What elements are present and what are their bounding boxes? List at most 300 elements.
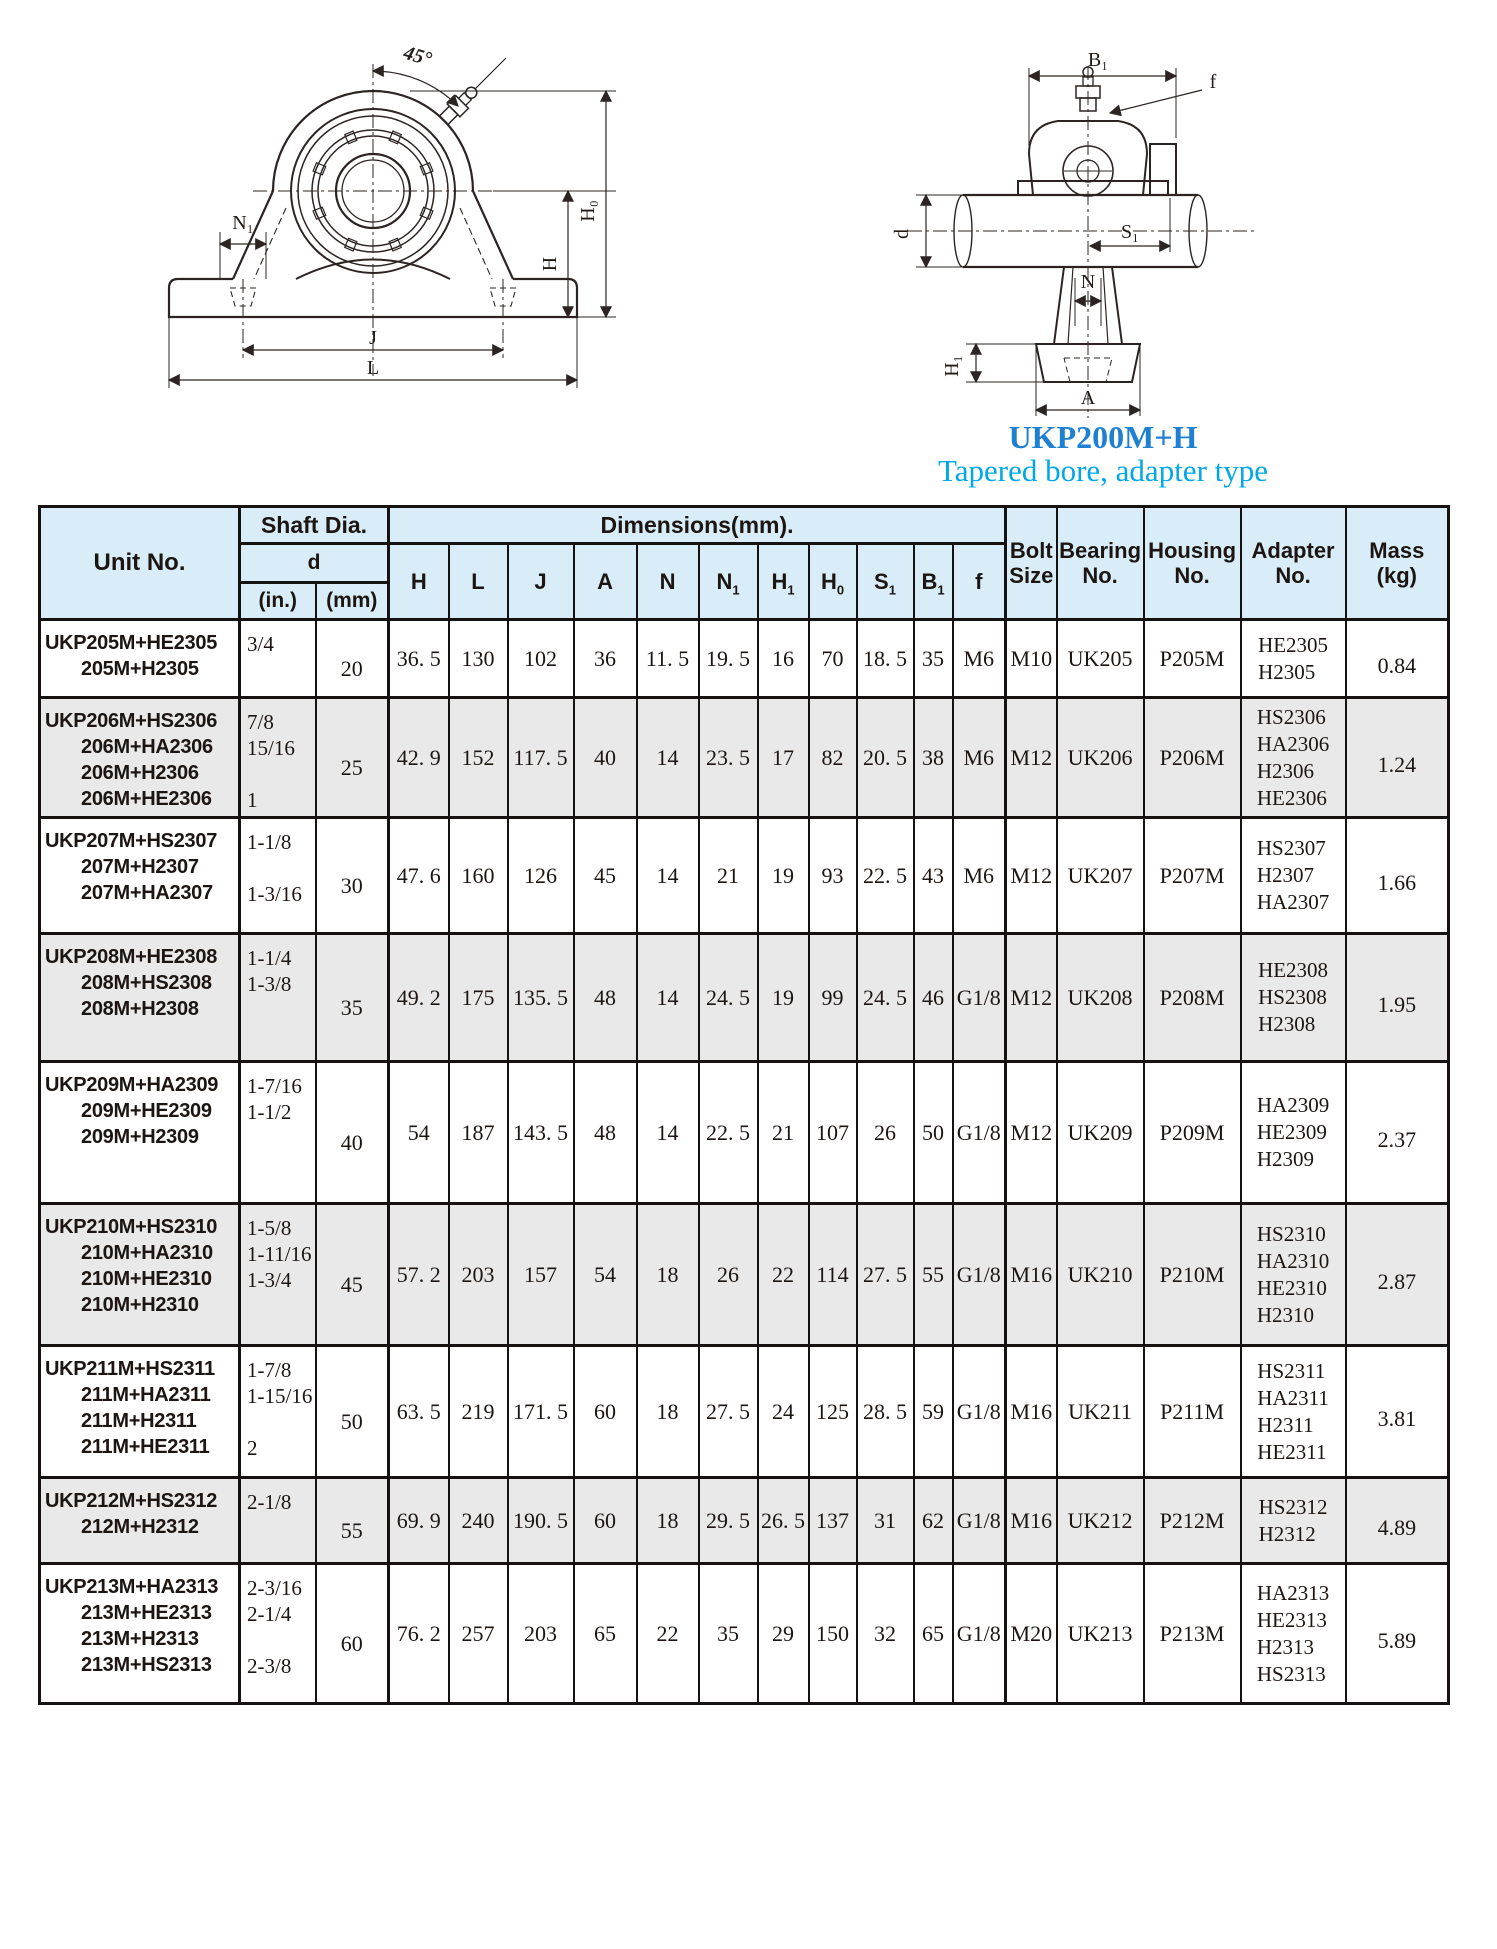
cell-mass: 1.66 xyxy=(1346,818,1449,934)
table-row xyxy=(40,620,1449,698)
col-header-mass-line: Mass xyxy=(1369,538,1425,563)
adapter-no-list xyxy=(1259,1494,1328,1548)
cell-j: 143. 5 xyxy=(508,1062,574,1204)
unit-no-line: UKP205M+HE2305 xyxy=(45,632,218,654)
adapter-no-list xyxy=(1258,632,1328,686)
col-header-s1-sub: 1 xyxy=(888,581,896,597)
col-header-shaft-dia: Shaft Dia. xyxy=(240,507,389,544)
adapter-no-line: HS2313 xyxy=(1256,1661,1326,1686)
cell-f: M6 xyxy=(953,818,1006,934)
cell-bolt-size: M16 xyxy=(1006,1204,1057,1346)
cell-h: 36. 5 xyxy=(389,620,449,698)
adapter-no-line: HE2308 xyxy=(1258,958,1329,982)
cell-housing-no: P211M xyxy=(1144,1346,1241,1478)
table-row xyxy=(40,1346,1449,1478)
cell-n1: 24. 5 xyxy=(699,934,758,1062)
cell-adapter-no xyxy=(1241,934,1346,1062)
unit-no-line: 212M+H2312 xyxy=(81,1516,199,1538)
shaft-inch-line: 1-3/16 xyxy=(247,882,302,906)
table-row xyxy=(40,818,1449,934)
cell-j: 102 xyxy=(508,620,574,698)
cell-h: 69. 9 xyxy=(389,1478,449,1564)
cell-n1: 27. 5 xyxy=(699,1346,758,1478)
cell-l: 187 xyxy=(449,1062,508,1204)
adapter-no-line: HE2306 xyxy=(1256,785,1327,810)
cell-s1: 22. 5 xyxy=(857,818,914,934)
unit-no-line: 211M+HE2311 xyxy=(81,1436,210,1458)
col-header-housing-no-line: Housing xyxy=(1148,538,1237,563)
cell-h0: 107 xyxy=(809,1062,857,1204)
col-header-h0-sub: 0 xyxy=(836,581,845,597)
cell-unit-no xyxy=(40,934,240,1062)
cell-h: 57. 2 xyxy=(389,1204,449,1346)
cell-h1: 16 xyxy=(758,620,809,698)
cell-h0: 137 xyxy=(809,1478,857,1564)
shaft-inch-line: 1-1/8 xyxy=(247,830,292,854)
cell-h: 49. 2 xyxy=(389,934,449,1062)
cell-a: 48 xyxy=(574,934,637,1062)
table-row xyxy=(40,1062,1449,1204)
unit-no-line: UKP206M+HS2306 xyxy=(45,710,218,732)
cell-adapter-no xyxy=(1241,620,1346,698)
side-section-drawing xyxy=(868,26,1338,426)
cell-shaft-inch xyxy=(240,620,316,698)
cell-h0: 82 xyxy=(809,698,857,818)
unit-no-line: 208M+HS2308 xyxy=(81,972,212,994)
col-header-f xyxy=(953,544,1006,620)
shaft-inch-line: 1-3/4 xyxy=(247,1268,292,1292)
cell-n1: 23. 5 xyxy=(699,698,758,818)
cell-b1: 35 xyxy=(914,620,953,698)
col-header-l xyxy=(449,544,508,620)
cell-f: G1/8 xyxy=(953,1062,1006,1204)
adapter-no-line: HS2310 xyxy=(1256,1221,1326,1246)
col-header-bearing-no-line: No. xyxy=(1082,563,1118,588)
cell-h1: 24 xyxy=(758,1346,809,1478)
col-header-l-base: L xyxy=(471,568,485,594)
cell-bolt-size: M12 xyxy=(1006,698,1057,818)
adapter-no-list xyxy=(1257,1358,1329,1466)
cell-n1: 22. 5 xyxy=(699,1062,758,1204)
cell-mass: 0.84 xyxy=(1346,620,1449,698)
cell-l: 160 xyxy=(449,818,508,934)
shaft-inch-line xyxy=(247,761,315,787)
cell-shaft-inch xyxy=(240,1478,316,1564)
unit-no-line: 210M+HA2310 xyxy=(81,1242,213,1264)
col-header-n1 xyxy=(699,544,758,620)
col-header-bolt-size xyxy=(1006,507,1057,620)
cell-j: 190. 5 xyxy=(508,1478,574,1564)
dim-l-label: L xyxy=(366,357,380,379)
cell-shaft-mm: 60 xyxy=(316,1564,389,1704)
cell-a: 65 xyxy=(574,1564,637,1704)
cell-bolt-size: M20 xyxy=(1006,1564,1057,1704)
cell-shaft-mm: 35 xyxy=(316,934,389,1062)
col-header-unit-no: Unit No. xyxy=(40,507,240,620)
col-header-a xyxy=(574,544,637,620)
table-row xyxy=(40,698,1449,818)
cell-shaft-inch xyxy=(240,818,316,934)
front-view-drawing xyxy=(148,26,628,401)
cell-l: 130 xyxy=(449,620,508,698)
cell-a: 60 xyxy=(574,1346,637,1478)
dim-n1-label: N₁ xyxy=(232,212,254,234)
cell-shaft-mm: 40 xyxy=(316,1062,389,1204)
caption-subtitle: Tapered bore, adapter type xyxy=(937,453,1269,488)
cell-mass: 2.37 xyxy=(1346,1062,1449,1204)
cell-a: 54 xyxy=(574,1204,637,1346)
cell-shaft-mm: 20 xyxy=(316,620,389,698)
cell-h: 54 xyxy=(389,1062,449,1204)
table-row xyxy=(40,1204,1449,1346)
adapter-no-line: H2305 xyxy=(1258,659,1316,684)
shaft-inch-line: 2-1/8 xyxy=(247,1490,292,1514)
unit-no-line: 211M+H2311 xyxy=(81,1410,197,1432)
col-header-mm: (mm) xyxy=(316,583,389,620)
cell-bearing-no: UK210 xyxy=(1057,1204,1144,1346)
cell-b1: 59 xyxy=(914,1346,953,1478)
adapter-no-line: H2310 xyxy=(1256,1302,1315,1327)
cell-l: 203 xyxy=(449,1204,508,1346)
cell-h: 76. 2 xyxy=(389,1564,449,1704)
cell-h0: 70 xyxy=(809,620,857,698)
cell-n: 14 xyxy=(637,1062,699,1204)
cell-s1: 24. 5 xyxy=(857,934,914,1062)
side-section-dimensions xyxy=(891,49,1217,416)
cell-shaft-inch xyxy=(240,934,316,1062)
col-header-b1-base: B xyxy=(921,568,938,594)
shaft-inch-line: 1-3/8 xyxy=(247,972,292,996)
cell-f: G1/8 xyxy=(953,1346,1006,1478)
cell-j: 157 xyxy=(508,1204,574,1346)
shaft-inch-line xyxy=(247,1409,315,1435)
cell-a: 36 xyxy=(574,620,637,698)
col-header-n xyxy=(637,544,699,620)
cell-mass: 1.24 xyxy=(1346,698,1449,818)
cell-adapter-no xyxy=(1241,1564,1346,1704)
cell-adapter-no xyxy=(1241,1062,1346,1204)
cell-j: 203 xyxy=(508,1564,574,1704)
cell-unit-no xyxy=(40,818,240,934)
unit-no-line: UKP208M+HE2308 xyxy=(45,946,218,968)
dim-s1-label: S₁ xyxy=(1120,221,1140,243)
cell-h1: 17 xyxy=(758,698,809,818)
cell-housing-no: P212M xyxy=(1144,1478,1241,1564)
grease-fitting xyxy=(437,52,512,127)
col-header-h0-base: H xyxy=(820,568,837,594)
shaft-inch-line: 1-5/8 xyxy=(247,1216,292,1240)
cell-b1: 46 xyxy=(914,934,953,1062)
cell-n1: 19. 5 xyxy=(699,620,758,698)
cell-housing-no: P207M xyxy=(1144,818,1241,934)
unit-no-line: 213M+HE2313 xyxy=(81,1602,212,1624)
cell-h0: 114 xyxy=(809,1204,857,1346)
cell-h0: 99 xyxy=(809,934,857,1062)
cell-shaft-mm: 45 xyxy=(316,1204,389,1346)
col-header-d: d xyxy=(240,544,389,583)
adapter-no-line: HS2311 xyxy=(1257,1358,1326,1383)
table-row xyxy=(40,1564,1449,1704)
col-header-n-base: N xyxy=(659,568,676,594)
cell-shaft-mm: 55 xyxy=(316,1478,389,1564)
adapter-no-line: H2306 xyxy=(1256,758,1315,783)
cell-h0: 150 xyxy=(809,1564,857,1704)
unit-no-line: 208M+H2308 xyxy=(81,998,199,1020)
col-header-mass-line: (kg) xyxy=(1376,563,1417,588)
cell-n1: 21 xyxy=(699,818,758,934)
cell-housing-no: P210M xyxy=(1144,1204,1241,1346)
cell-f: G1/8 xyxy=(953,1204,1006,1346)
cell-f: M6 xyxy=(953,620,1006,698)
cell-l: 152 xyxy=(449,698,508,818)
adapter-no-list xyxy=(1257,704,1329,812)
shaft-inch-line: 1-7/16 xyxy=(247,1074,302,1098)
cell-l: 219 xyxy=(449,1346,508,1478)
cell-bearing-no: UK207 xyxy=(1057,818,1144,934)
col-header-b1 xyxy=(914,544,953,620)
cell-s1: 20. 5 xyxy=(857,698,914,818)
cell-housing-no: P213M xyxy=(1144,1564,1241,1704)
shaft-inch-line: 2-3/16 xyxy=(247,1576,302,1600)
cell-h: 63. 5 xyxy=(389,1346,449,1478)
unit-no-line: 210M+HE2310 xyxy=(81,1268,212,1290)
adapter-no-list xyxy=(1258,957,1328,1038)
drawing-caption xyxy=(868,420,1338,488)
col-header-h1-sub: 1 xyxy=(787,581,795,597)
cell-unit-no xyxy=(40,1062,240,1204)
cell-n: 14 xyxy=(637,934,699,1062)
cell-unit-no xyxy=(40,1204,240,1346)
table-row xyxy=(40,934,1449,1062)
dim-h0-label: H₀ xyxy=(577,200,599,222)
cell-s1: 27. 5 xyxy=(857,1204,914,1346)
col-header-adapter-no xyxy=(1241,507,1346,620)
cell-housing-no: P205M xyxy=(1144,620,1241,698)
unit-no-line: UKP210M+HS2310 xyxy=(45,1216,218,1238)
cell-unit-no xyxy=(40,1478,240,1564)
cell-l: 240 xyxy=(449,1478,508,1564)
adapter-no-line: HE2309 xyxy=(1256,1120,1327,1144)
shaft-inch-line xyxy=(247,1627,315,1653)
adapter-no-line: HA2313 xyxy=(1256,1580,1330,1605)
cell-n: 11. 5 xyxy=(637,620,699,698)
dim-j-label: J xyxy=(369,327,377,349)
cell-shaft-inch xyxy=(240,1346,316,1478)
dim-h-label: H xyxy=(539,256,561,272)
cell-unit-no xyxy=(40,698,240,818)
cell-n: 14 xyxy=(637,698,699,818)
cell-f: M6 xyxy=(953,698,1006,818)
cell-mass: 3.81 xyxy=(1346,1346,1449,1478)
col-header-housing-no xyxy=(1144,507,1241,620)
unit-no-line: UKP209M+HA2309 xyxy=(45,1074,219,1096)
cell-bearing-no: UK212 xyxy=(1057,1478,1144,1564)
cell-adapter-no xyxy=(1241,1346,1346,1478)
adapter-no-line: HA2309 xyxy=(1256,1093,1330,1117)
unit-no-line: 211M+HA2311 xyxy=(81,1384,211,1406)
cell-mass: 4.89 xyxy=(1346,1478,1449,1564)
cell-adapter-no xyxy=(1241,1478,1346,1564)
cell-bearing-no: UK206 xyxy=(1057,698,1144,818)
cell-b1: 55 xyxy=(914,1204,953,1346)
cell-shaft-inch xyxy=(240,1204,316,1346)
spec-table-host xyxy=(38,505,1450,1705)
col-header-s1 xyxy=(857,544,914,620)
cell-j: 126 xyxy=(508,818,574,934)
dim-f-label: f xyxy=(1209,71,1217,93)
unit-no-line: UKP212M+HS2312 xyxy=(45,1490,218,1512)
cell-housing-no: P208M xyxy=(1144,934,1241,1062)
cell-l: 257 xyxy=(449,1564,508,1704)
cell-h1: 26. 5 xyxy=(758,1478,809,1564)
adapter-no-line: HA2306 xyxy=(1256,731,1330,756)
unit-no-line: 209M+HE2309 xyxy=(81,1100,212,1122)
cell-shaft-inch xyxy=(240,1062,316,1204)
col-header-bolt-size-line: Size xyxy=(1009,563,1054,588)
cell-shaft-mm: 25 xyxy=(316,698,389,818)
cell-bearing-no: UK211 xyxy=(1057,1346,1144,1478)
shaft-inch-line: 7/8 xyxy=(247,710,274,734)
unit-no-line: 213M+H2313 xyxy=(81,1628,199,1650)
shaft-inch-line: 2-1/4 xyxy=(247,1602,292,1626)
adapter-no-line: HA2310 xyxy=(1256,1248,1330,1273)
adapter-no-list xyxy=(1257,1221,1329,1329)
dim-b1-label: B₁ xyxy=(1087,49,1109,71)
adapter-no-list xyxy=(1257,1580,1329,1688)
shaft-inch-line: 3/4 xyxy=(247,632,274,656)
shaft-inch-line: 1-15/16 xyxy=(247,1384,313,1408)
cell-b1: 65 xyxy=(914,1564,953,1704)
cell-b1: 50 xyxy=(914,1062,953,1204)
col-header-h0 xyxy=(809,544,857,620)
dim-d-label: d xyxy=(891,229,913,239)
col-header-n1-sub: 1 xyxy=(732,581,740,597)
shaft-inch-line: 1 xyxy=(247,788,258,812)
cell-a: 48 xyxy=(574,1062,637,1204)
cell-l: 175 xyxy=(449,934,508,1062)
shaft-inch-line: 1-7/8 xyxy=(247,1358,292,1382)
adapter-no-line: H2311 xyxy=(1257,1412,1314,1437)
col-header-adapter-no-line: No. xyxy=(1275,563,1311,588)
cell-shaft-mm: 30 xyxy=(316,818,389,934)
unit-no-line: 206M+HA2306 xyxy=(81,736,213,758)
table-header-row xyxy=(40,507,1449,544)
col-header-dimensions: Dimensions(mm). xyxy=(389,507,1006,544)
adapter-no-line: HE2305 xyxy=(1258,632,1329,657)
col-header-j-base: J xyxy=(534,568,547,594)
cell-mass: 2.87 xyxy=(1346,1204,1449,1346)
adapter-no-line: HS2307 xyxy=(1256,836,1326,860)
cell-h1: 19 xyxy=(758,818,809,934)
shaft-inch-line: 15/16 xyxy=(247,736,295,760)
dim-a-label: A xyxy=(1080,387,1096,409)
col-header-h1-base: H xyxy=(771,568,788,594)
cell-n: 18 xyxy=(637,1346,699,1478)
adapter-no-line: H2308 xyxy=(1258,1012,1316,1036)
cell-j: 135. 5 xyxy=(508,934,574,1062)
adapter-no-line: HS2312 xyxy=(1258,1494,1328,1519)
shaft-inch-line: 2-3/8 xyxy=(247,1654,292,1678)
cell-a: 45 xyxy=(574,818,637,934)
unit-no-line: UKP213M+HA2313 xyxy=(45,1576,219,1598)
adapter-no-line: H2312 xyxy=(1258,1521,1316,1546)
adapter-no-line: HA2311 xyxy=(1257,1385,1329,1410)
cell-bolt-size: M12 xyxy=(1006,818,1057,934)
col-header-bolt-size-line: Bolt xyxy=(1009,538,1053,563)
cell-s1: 26 xyxy=(857,1062,914,1204)
col-header-mass xyxy=(1346,507,1449,620)
caption-title: UKP200M+H xyxy=(1008,419,1198,455)
cell-a: 60 xyxy=(574,1478,637,1564)
cell-adapter-no xyxy=(1241,818,1346,934)
cell-s1: 32 xyxy=(857,1564,914,1704)
cell-s1: 28. 5 xyxy=(857,1346,914,1478)
cell-f: G1/8 xyxy=(953,1478,1006,1564)
cell-n: 18 xyxy=(637,1204,699,1346)
cell-bearing-no: UK213 xyxy=(1057,1564,1144,1704)
adapter-no-line: HE2311 xyxy=(1257,1439,1327,1464)
cell-bolt-size: M12 xyxy=(1006,934,1057,1062)
unit-no-line: UKP211M+HS2311 xyxy=(45,1358,215,1380)
adapter-no-line: H2313 xyxy=(1256,1634,1315,1659)
cell-bearing-no: UK205 xyxy=(1057,620,1144,698)
col-header-h1 xyxy=(758,544,809,620)
cell-adapter-no xyxy=(1241,1204,1346,1346)
col-header-inch: (in.) xyxy=(240,583,316,620)
cell-f: G1/8 xyxy=(953,934,1006,1062)
cell-h: 42. 9 xyxy=(389,698,449,818)
cell-housing-no: P206M xyxy=(1144,698,1241,818)
cell-b1: 62 xyxy=(914,1478,953,1564)
cell-n1: 26 xyxy=(699,1204,758,1346)
cell-bolt-size: M12 xyxy=(1006,1062,1057,1204)
cell-n: 14 xyxy=(637,818,699,934)
cell-s1: 18. 5 xyxy=(857,620,914,698)
adapter-no-line: H2307 xyxy=(1256,863,1315,887)
cell-bolt-size: M16 xyxy=(1006,1346,1057,1478)
cell-bolt-size: M16 xyxy=(1006,1478,1057,1564)
cell-f: G1/8 xyxy=(953,1564,1006,1704)
adapter-no-line: HA2307 xyxy=(1256,890,1330,914)
col-header-h-base: H xyxy=(410,568,427,594)
cell-shaft-mm: 50 xyxy=(316,1346,389,1478)
cell-bearing-no: UK209 xyxy=(1057,1062,1144,1204)
col-header-h xyxy=(389,544,449,620)
col-header-adapter-no-line: Adapter xyxy=(1251,538,1335,563)
table-row xyxy=(40,1478,1449,1564)
cell-n1: 35 xyxy=(699,1564,758,1704)
shaft-inch-line: 1-1/4 xyxy=(247,946,292,970)
col-header-n1-base: N xyxy=(716,568,733,594)
adapter-no-list xyxy=(1257,1092,1329,1173)
col-header-j xyxy=(508,544,574,620)
cell-h1: 22 xyxy=(758,1204,809,1346)
spec-table xyxy=(38,505,1450,1705)
adapter-no-line: H2309 xyxy=(1256,1147,1315,1171)
cell-b1: 38 xyxy=(914,698,953,818)
unit-no-line: 207M+H2307 xyxy=(81,856,199,878)
cell-h0: 125 xyxy=(809,1346,857,1478)
cell-n: 22 xyxy=(637,1564,699,1704)
dim-h1-label: H₁ xyxy=(941,355,963,377)
cell-b1: 43 xyxy=(914,818,953,934)
cell-adapter-no xyxy=(1241,698,1346,818)
shaft-inch-line: 1-11/16 xyxy=(247,1242,312,1266)
shaft-inch-line xyxy=(247,855,315,881)
cell-s1: 31 xyxy=(857,1478,914,1564)
cell-shaft-inch xyxy=(240,698,316,818)
shaft-inch-line: 1-1/2 xyxy=(247,1100,292,1124)
